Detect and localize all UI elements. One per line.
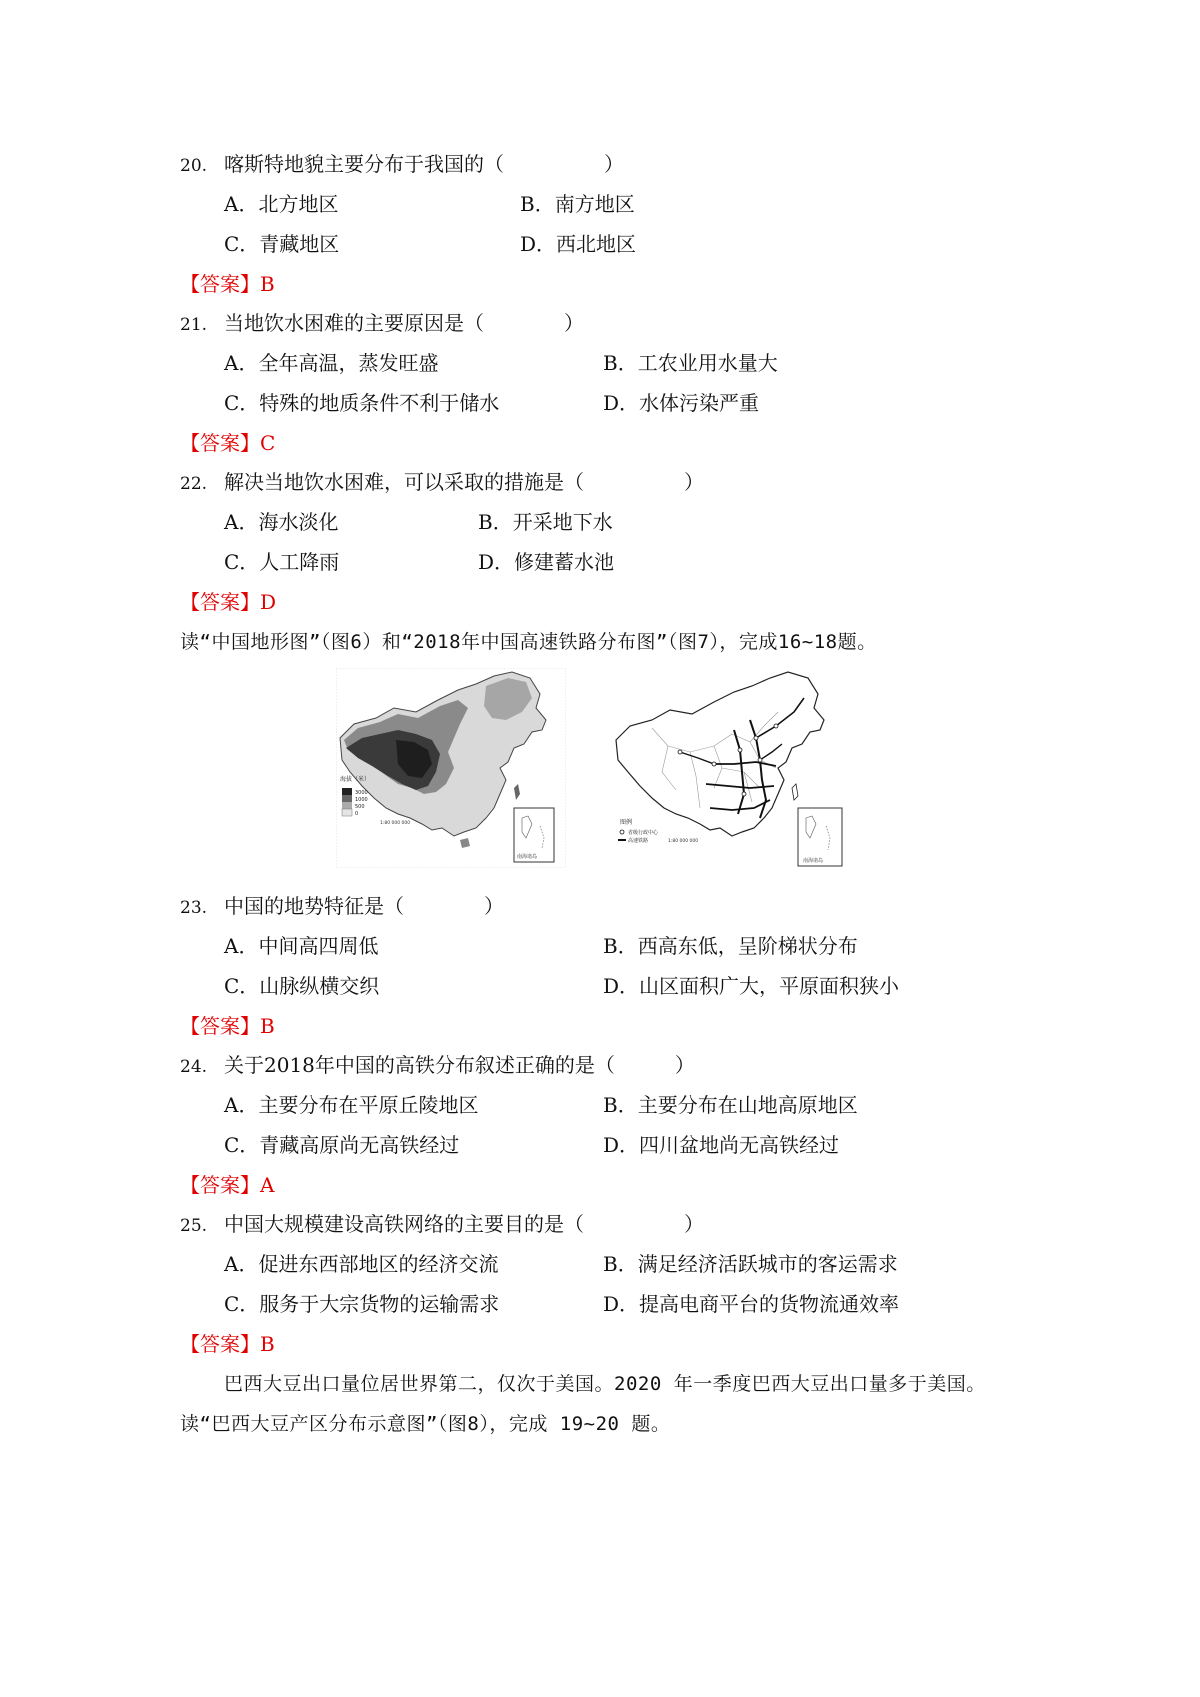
brazil-intro-line-1: 巴西大豆出口量位居世界第二，仅次于美国。2020 年一季度巴西大豆出口量多于美国。	[224, 1373, 986, 1395]
fig7-scale: 1:80 000 000	[668, 839, 699, 844]
option-d: D．水体污染严重	[603, 391, 760, 415]
answer-label: 【答案】C	[180, 431, 276, 455]
option-d: D．提高电商平台的货物流通效率	[603, 1292, 900, 1316]
option-d: D．四川盆地尚无高铁经过	[603, 1133, 840, 1157]
fig6-legend-title: 海拔（米）	[340, 776, 371, 783]
option-a: A．全年高温，蒸发旺盛	[224, 351, 439, 375]
fig7-inset-label: 南海诸岛	[803, 858, 824, 864]
option-b: B．主要分布在山地高原地区	[603, 1093, 858, 1117]
option-c: C．特殊的地质条件不利于储水	[224, 391, 500, 415]
question-number: 22.	[180, 474, 208, 494]
option-a: A．海水淡化	[224, 510, 339, 534]
option-a: A．北方地区	[224, 192, 339, 216]
option-a: A．促进东西部地区的经济交流	[224, 1252, 499, 1276]
answer-label: 【答案】A	[180, 1173, 275, 1197]
question-number: 20.	[180, 156, 208, 176]
china-high-speed-rail-map	[610, 668, 850, 873]
fig6-inset-label: 南海诸岛	[517, 854, 538, 860]
answer-label: 【答案】B	[180, 1014, 275, 1038]
fig6-legend-value: 3000	[355, 790, 368, 796]
option-a: A．主要分布在平原丘陵地区	[224, 1093, 479, 1117]
option-c: C．人工降雨	[224, 550, 340, 574]
answer-label: 【答案】B	[180, 272, 275, 296]
question-number: 25.	[180, 1216, 208, 1236]
question-text: 关于2018年中国的高铁分布叙述正确的是（ ）	[224, 1053, 695, 1077]
option-b: B．满足经济活跃城市的客运需求	[603, 1252, 898, 1276]
question-number: 24.	[180, 1057, 208, 1077]
option-d: D．山区面积广大，平原面积狭小	[603, 974, 900, 998]
option-b: B．西高东低，呈阶梯状分布	[603, 934, 858, 958]
china-terrain-map	[336, 668, 566, 868]
option-c: C．服务于大宗货物的运输需求	[224, 1292, 500, 1316]
answer-label: 【答案】B	[180, 1332, 275, 1356]
question-text: 中国大规模建设高铁网络的主要目的是（ ）	[224, 1212, 704, 1236]
option-c: C．青藏地区	[224, 232, 340, 256]
question-text: 当地饮水困难的主要原因是（ ）	[224, 311, 584, 335]
answer-label: 【答案】D	[180, 590, 277, 614]
figure-intro-text: 读“中国地形图”（图6）和“2018年中国高速铁路分布图”（图7），完成16~18题。	[180, 631, 877, 653]
fig7-legend-rail: 高速铁路	[628, 838, 649, 844]
option-b: B．开采地下水	[478, 510, 613, 534]
question-number: 21.	[180, 315, 208, 335]
question-number: 23.	[180, 898, 208, 918]
fig6-scale: 1:80 000 000	[380, 821, 411, 826]
fig6-legend-value: 1000	[355, 797, 368, 803]
fig7-legend-capital: 省级行政中心	[628, 830, 659, 836]
option-d: D．西北地区	[520, 232, 637, 256]
fig7-legend-title: 图例	[620, 819, 633, 826]
option-a: A．中间高四周低	[224, 934, 379, 958]
option-b: B．工农业用水量大	[603, 351, 778, 375]
fig6-legend-value: 500	[355, 804, 365, 810]
brazil-intro-line-2: 读“巴西大豆产区分布示意图”（图8），完成 19~20 题。	[180, 1413, 671, 1435]
question-text: 喀斯特地貌主要分布于我国的（ ）	[224, 152, 624, 176]
option-c: C．山脉纵横交织	[224, 974, 380, 998]
fig6-legend-value: 0	[355, 811, 359, 817]
question-text: 解决当地饮水困难，可以采取的措施是（ ）	[224, 470, 704, 494]
question-text: 中国的地势特征是（ ）	[224, 894, 504, 918]
option-b: B．南方地区	[520, 192, 635, 216]
option-c: C．青藏高原尚无高铁经过	[224, 1133, 460, 1157]
option-d: D．修建蓄水池	[478, 550, 615, 574]
